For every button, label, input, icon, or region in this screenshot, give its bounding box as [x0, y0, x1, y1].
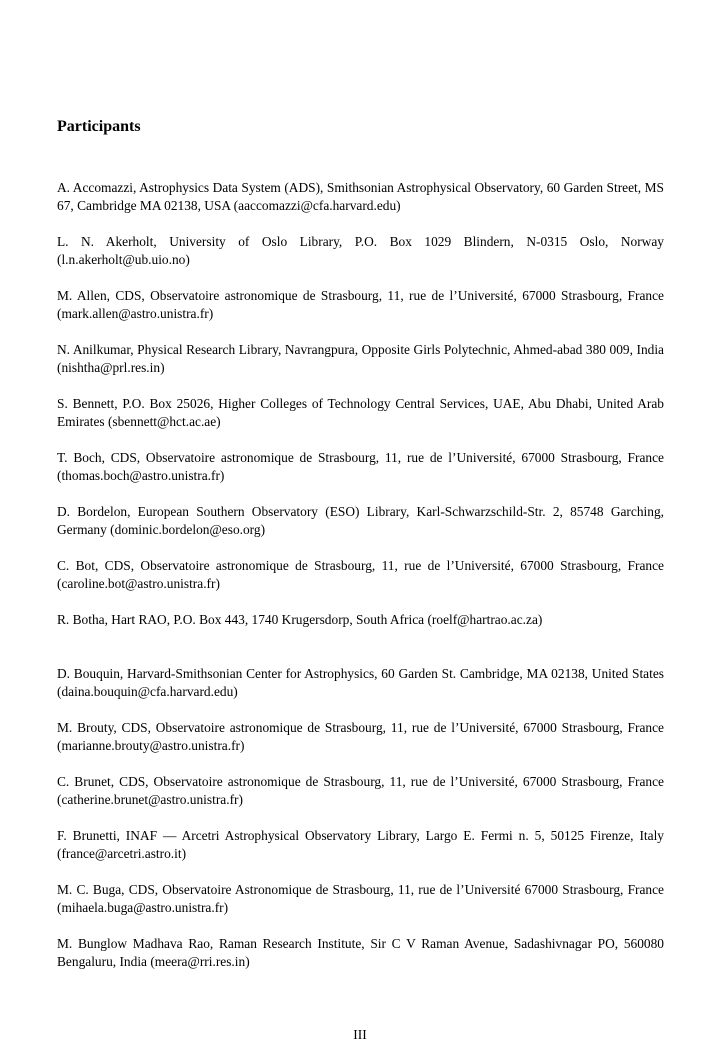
- participant-entry: D. Bouquin, Harvard-Smithsonian Center for Astrophysics, 60 Garden St. Cambridge, MA 02138, United States (daina.bouquin@cfa.harvard.edu): [57, 666, 664, 699]
- participant-entry: R. Botha, Hart RAO, P.O. Box 443, 1740 Krugersdorp, South Africa (roelf@hartrao.ac.za): [57, 612, 543, 627]
- page-number: III: [353, 1027, 367, 1042]
- participant-entry: M. Brouty, CDS, Observatoire astronomique de Strasbourg, 11, rue de l’Université, 67000 Strasbourg, France (marianne.brouty@astro.unistra.fr): [57, 720, 664, 753]
- participant-entry: M. Bunglow Madhava Rao, Raman Research Institute, Sir C V Raman Avenue, Sadashivnagar PO, 560080 Bengaluru, India (meera@rri.res.in): [57, 936, 664, 969]
- participant-entry: L. N. Akerholt, University of Oslo Library, P.O. Box 1029 Blindern, N-0315 Oslo, Norway (l.n.akerholt@ub.uio.no): [57, 234, 664, 267]
- participant-entry: M. C. Buga, CDS, Observatoire Astronomique de Strasbourg, 11, rue de l’Université 67000 Strasbourg, France (mihaela.buga@astro.unistra.fr): [57, 882, 664, 915]
- participant-entry: S. Bennett, P.O. Box 25026, Higher Colleges of Technology Central Services, UAE, Abu Dhabi, United Arab Emirates (sbennett@hct.ac.ae): [57, 396, 664, 429]
- participant-entry: F. Brunetti, INAF — Arcetri Astrophysical Observatory Library, Largo E. Fermi n. 5, 50125 Firenze, Italy (france@arcetri.astro.it): [57, 828, 664, 861]
- participant-entry: M. Allen, CDS, Observatoire astronomique de Strasbourg, 11, rue de l’Université, 67000 Strasbourg, France (mark.allen@astro.unistra.fr): [57, 288, 664, 321]
- participant-entry: T. Boch, CDS, Observatoire astronomique de Strasbourg, 11, rue de l’Université, 67000 Strasbourg, France (thomas.boch@astro.unistra.fr): [57, 450, 664, 483]
- participant-entry: C. Bot, CDS, Observatoire astronomique de Strasbourg, 11, rue de l’Université, 67000 Strasbourg, France (caroline.bot@astro.unistra.fr): [57, 558, 664, 591]
- participant-entry: C. Brunet, CDS, Observatoire astronomique de Strasbourg, 11, rue de l’Université, 67000 Strasbourg, France (catherine.brunet@astro.unistra.fr): [57, 774, 664, 807]
- participants-list: [57, 179, 664, 971]
- section-heading: Participants: [57, 118, 141, 135]
- participant-entry: A. Accomazzi, Astrophysics Data System (ADS), Smithsonian Astrophysical Observatory, 60 Garden Street, MS 67, Cambridge MA 02138, USA (aaccomazzi@cfa.harvard.edu): [57, 180, 664, 213]
- participant-entry: D. Bordelon, European Southern Observatory (ESO) Library, Karl-Schwarzschild-Str. 2, 85748 Garching, Germany (dominic.bordelon@eso.org): [57, 504, 664, 537]
- participant-entry: N. Anilkumar, Physical Research Library, Navrangpura, Opposite Girls Polytechnic, Ahmed-abad 380 009, India (nishtha@prl.res.in): [57, 342, 664, 375]
